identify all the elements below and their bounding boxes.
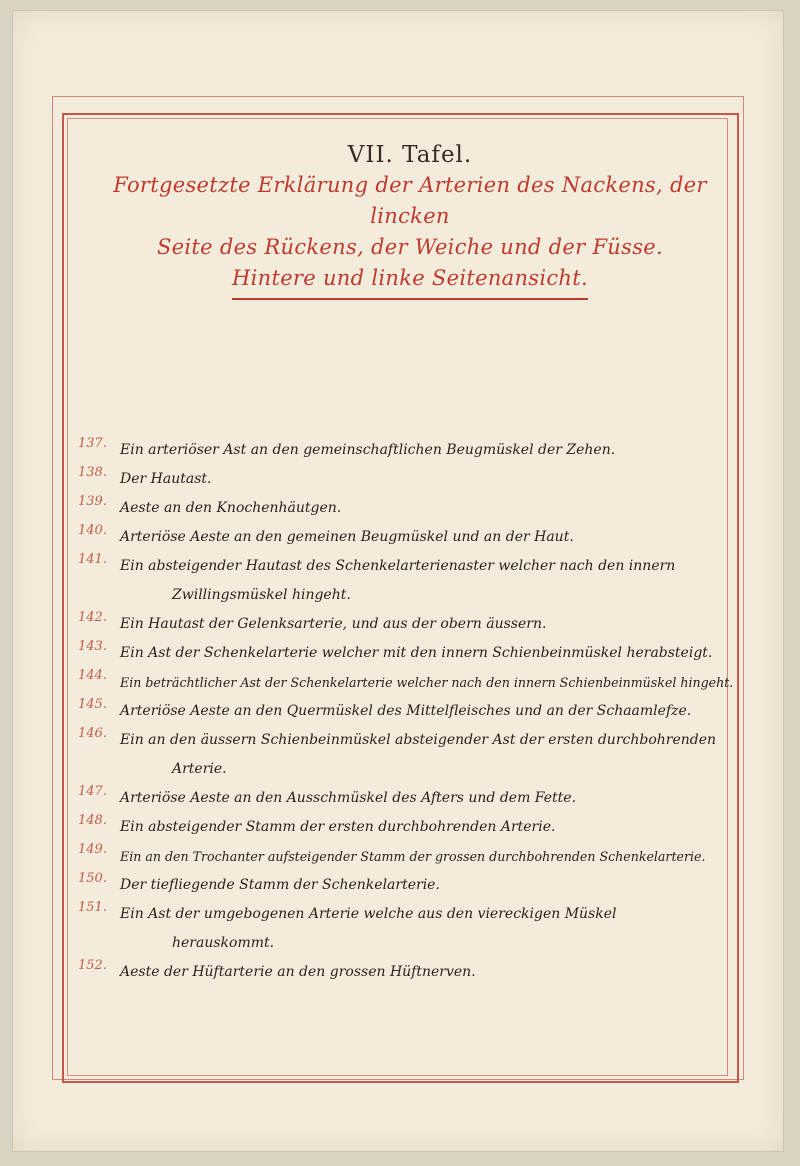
heading-line-2: Seite des Rückens, der Weiche und der Füsse. — [157, 235, 663, 259]
entry-146 — [78, 726, 740, 784]
entry-continuation: herauskommt. — [172, 935, 275, 951]
heading-line-1: Fortgesetzte Erklärung der Arterien des Nackens, der lincken — [113, 173, 707, 228]
entry-text: Ein Ast der Schenkelarterie welcher mit den innern Schienbeinmüskel herabsteigt. — [120, 645, 713, 661]
entry-number: 139. — [78, 494, 107, 509]
entry-number: 147. — [78, 784, 107, 799]
entry-number: 140. — [78, 523, 107, 538]
entry-number: 148. — [78, 813, 107, 828]
heading-line-3: Hintere und linke Seitenansicht. — [232, 263, 588, 300]
entry-number: 144. — [78, 668, 107, 683]
entry-number: 138. — [78, 465, 107, 480]
entry-143 — [78, 639, 740, 668]
entry-text: Aeste an den Knochenhäutgen. — [120, 500, 342, 516]
entry-137 — [78, 436, 740, 465]
entry-148 — [78, 813, 740, 842]
entry-continuation: Zwillingsmüskel hingeht. — [172, 587, 351, 603]
entry-text: Ein absteigender Stamm der ersten durchbohrenden Arterie. — [120, 819, 556, 835]
entry-text: Ein beträchtlicher Ast der Schenkelarterie welcher nach den innern Schienbeinmüskel hingeht. — [120, 675, 734, 690]
entry-142 — [78, 610, 740, 639]
entry-text: Arteriöse Aeste an den Ausschmüskel des Afters und dem Fette. — [120, 790, 577, 806]
entry-text-block — [120, 900, 740, 958]
entry-number: 149. — [78, 842, 107, 857]
entry-145 — [78, 697, 740, 726]
entry-text: Ein an den Trochanter aufsteigender Stamm der grossen durchbohrenden Schenkelarterie. — [120, 849, 706, 864]
entry-number: 152. — [78, 958, 107, 973]
entry-140 — [78, 523, 740, 552]
entry-number: 146. — [78, 726, 107, 741]
title-block — [100, 140, 720, 300]
entry-text: Der tiefliegende Stamm der Schenkelarterie. — [120, 877, 440, 893]
entry-151 — [78, 900, 740, 958]
entry-number: 145. — [78, 697, 107, 712]
entry-138 — [78, 465, 740, 494]
entry-150 — [78, 871, 740, 900]
plate-title: VII. Tafel. — [347, 142, 473, 168]
entry-149 — [78, 842, 740, 871]
entry-text: Ein Ast der umgebogenen Arterie welche aus den viereckigen Müskel — [120, 906, 617, 922]
entry-text: Aeste der Hüftarterie an den grossen Hüftnerven. — [120, 964, 476, 980]
entry-number: 142. — [78, 610, 107, 625]
entry-text: Ein an den äussern Schienbeinmüskel absteigender Ast der ersten durchbohrenden — [120, 732, 717, 748]
entry-text: Ein arteriöser Ast an den gemeinschaftlichen Beugmüskel der Zehen. — [120, 442, 616, 458]
entry-text-block — [120, 726, 740, 784]
entry-text: Arteriöse Aeste an den Quermüskel des Mittelfleisches und an der Schaamlefze. — [120, 703, 692, 719]
entry-number: 141. — [78, 552, 107, 567]
entry-152 — [78, 958, 740, 987]
entry-text: Der Hautast. — [120, 471, 212, 487]
entry-text: Arteriöse Aeste an den gemeinen Beugmüskel und an der Haut. — [120, 529, 574, 545]
entry-text-block — [120, 552, 740, 610]
entry-number: 151. — [78, 900, 107, 915]
entry-144 — [78, 668, 740, 697]
entry-139 — [78, 494, 740, 523]
entry-147 — [78, 784, 740, 813]
entry-text: Ein Hautast der Gelenksarterie, und aus der obern äussern. — [120, 616, 547, 632]
entry-number: 150. — [78, 871, 107, 886]
entry-number: 137. — [78, 436, 107, 451]
entry-number: 143. — [78, 639, 107, 654]
entry-text: Ein absteigender Hautast des Schenkelarterienaster welcher nach den innern — [120, 558, 676, 574]
entry-list — [78, 436, 740, 987]
entry-141 — [78, 552, 740, 610]
entry-continuation: Arterie. — [172, 761, 227, 777]
